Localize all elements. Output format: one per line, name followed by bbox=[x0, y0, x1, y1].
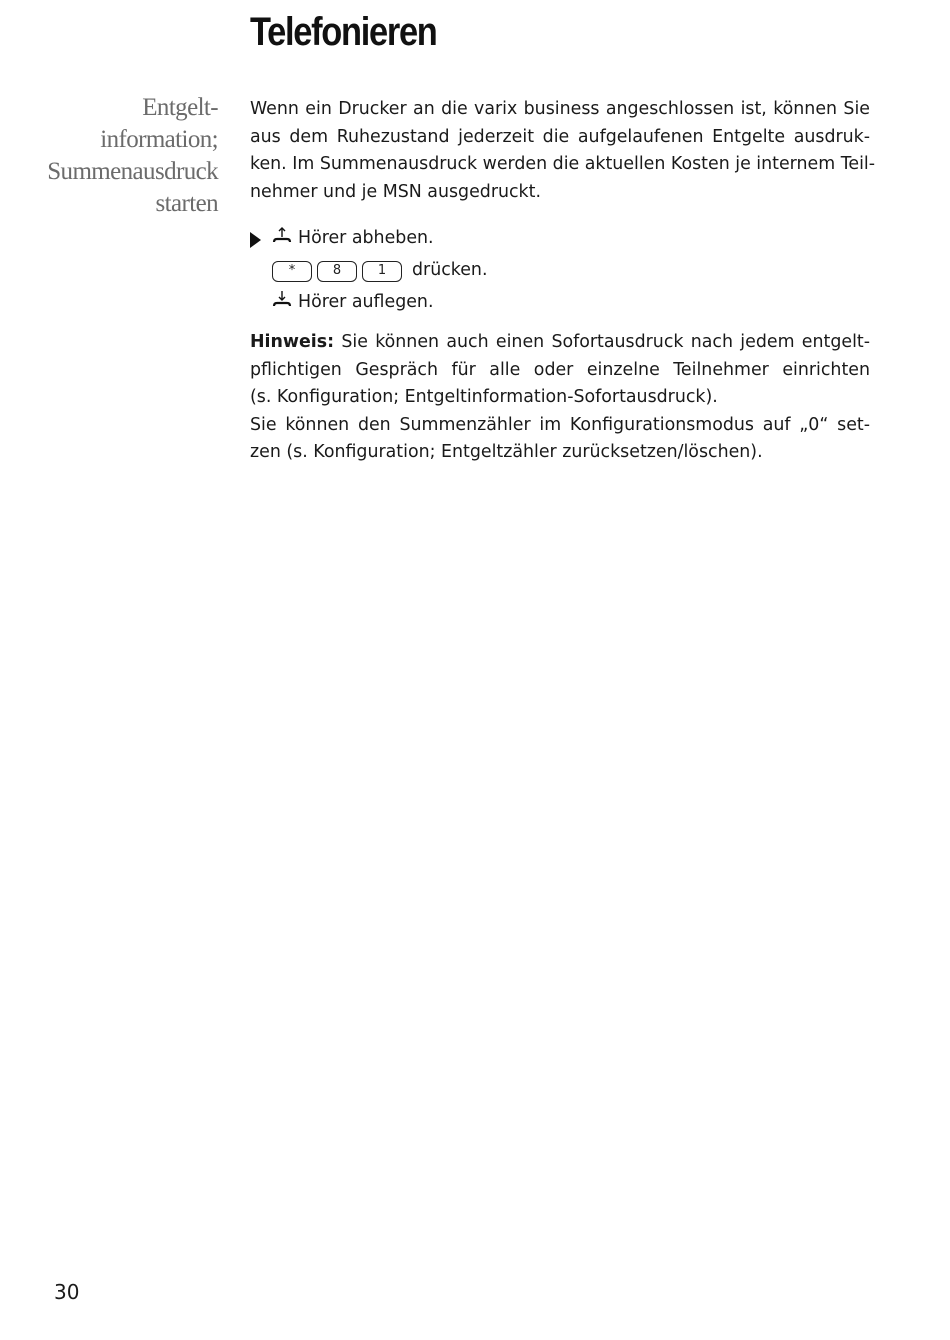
note-line: (s. Konfiguration; Entgeltinformation-Sofortausdruck). bbox=[250, 387, 718, 407]
section-body bbox=[250, 96, 876, 467]
note-line: Sie können den Summenzähler im Konfigurationsmodus auf „0“ set- bbox=[250, 414, 870, 435]
note-line bbox=[250, 329, 870, 357]
step-text: drücken. bbox=[412, 260, 488, 280]
handset-hangup-icon bbox=[272, 290, 292, 310]
note-label: Hinweis: bbox=[250, 332, 335, 352]
step-hang-up bbox=[250, 286, 870, 318]
intro-line: nehmer und je MSN ausgedruckt. bbox=[250, 181, 541, 202]
note-line: zen (s. Konfiguration; Entgeltzähler zurücksetzen/löschen). bbox=[250, 442, 763, 462]
note-text: Sie können auch einen Sofortausdruck nach jedem entgelt- bbox=[341, 332, 871, 352]
section-heading-line: information; bbox=[100, 126, 218, 153]
handset-lift-icon bbox=[272, 226, 292, 246]
key-1-icon: 1 bbox=[362, 261, 402, 282]
step-text: Hörer abheben. bbox=[298, 228, 434, 248]
key-8-icon: 8 bbox=[317, 261, 357, 282]
instruction-steps bbox=[250, 222, 870, 318]
section-heading-line: Entgelt- bbox=[142, 94, 218, 121]
key-star-icon: * bbox=[272, 261, 312, 282]
step-dial-keys bbox=[250, 254, 870, 286]
page-title: Telefonieren bbox=[250, 10, 437, 54]
section-heading-line: Summenausdruck bbox=[47, 158, 218, 185]
section-heading bbox=[20, 92, 218, 220]
intro-line: ken. Im Summenausdruck werden die aktuellen Kosten je internem Teil- bbox=[250, 154, 876, 174]
step-text: Hörer auflegen. bbox=[298, 292, 434, 312]
step-lift-handset bbox=[250, 222, 870, 254]
note-line: pflichtigen Gespräch für alle oder einzelne Teilnehmer einrichten bbox=[250, 359, 870, 380]
page-number: 30 bbox=[54, 1280, 80, 1304]
intro-line: aus dem Ruhezustand jederzeit die aufgelaufenen Entgelte ausdruk- bbox=[250, 126, 870, 147]
intro-line: Wenn ein Drucker an die varix business angeschlossen ist, können Sie bbox=[250, 99, 870, 119]
note-block bbox=[250, 329, 870, 467]
intro-paragraph bbox=[250, 96, 876, 206]
section-heading-line: starten bbox=[155, 190, 218, 217]
triangle-right-icon bbox=[250, 232, 261, 248]
